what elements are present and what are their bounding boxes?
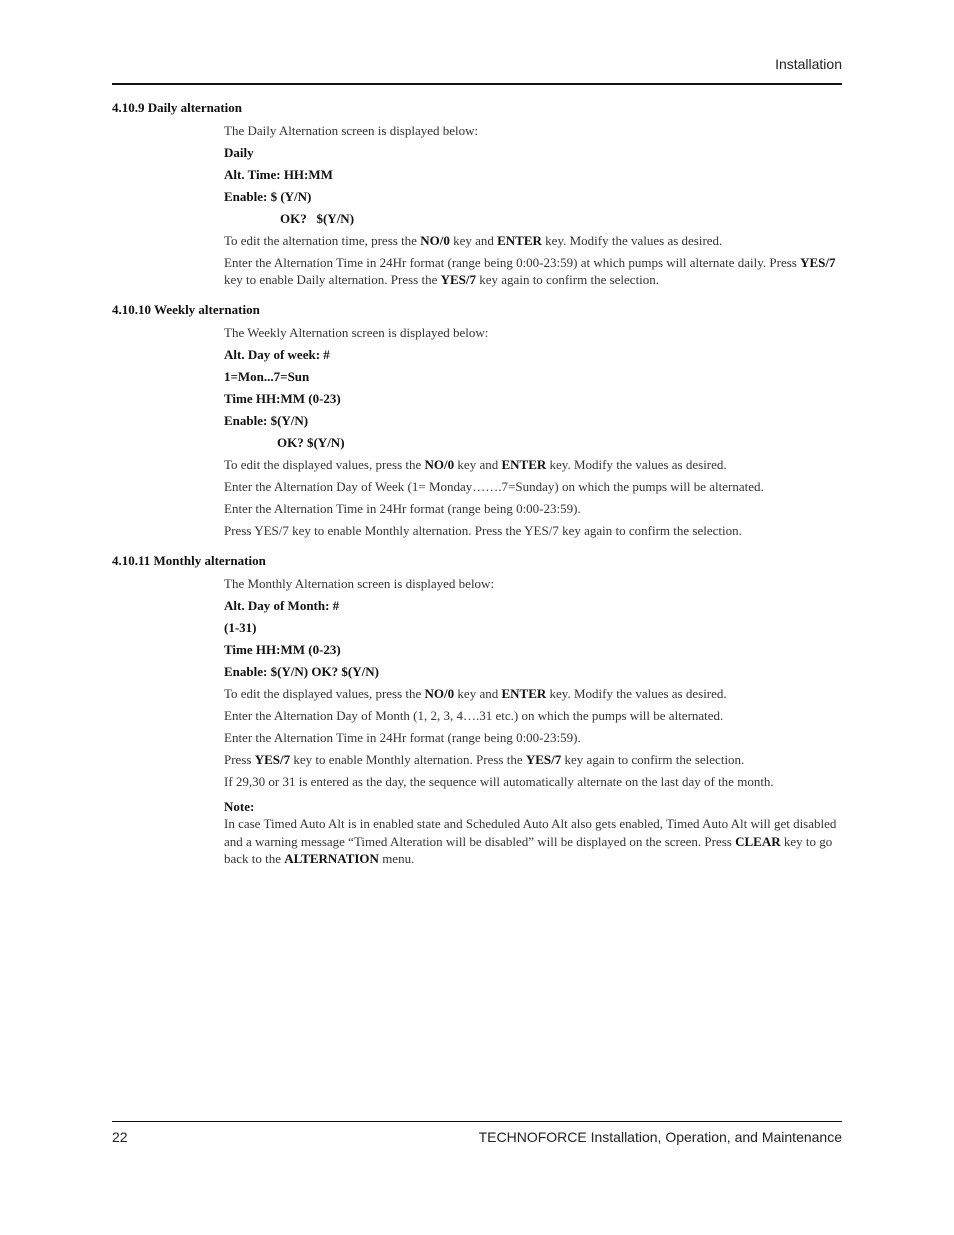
monthly-day-instruction: Enter the Alternation Day of Month (1, 2, 3, 4….31 etc.) on which the pumps will be alternated.	[224, 708, 724, 723]
monthly-screen-line: (1-31)	[224, 620, 257, 635]
daily-screen-line: Enable: $ (Y/N)	[224, 189, 312, 204]
daily-intro: The Daily Alternation screen is displayed below:	[224, 123, 479, 138]
header-rule	[112, 83, 842, 85]
monthly-intro: The Monthly Alternation screen is displayed below:	[224, 576, 495, 591]
monthly-screen-line: Enable: $(Y/N) OK? $(Y/N)	[224, 664, 379, 679]
monthly-screen-line: Time HH:MM (0-23)	[224, 642, 341, 657]
monthly-enable-instruction: Press YES/7 key to enable Monthly alternation. Press the YES/7 key again to confirm the selection.	[224, 752, 745, 767]
section-title-monthly: 4.10.11 Monthly alternation	[112, 553, 266, 568]
section-title-weekly: 4.10.10 Weekly alternation	[112, 302, 260, 317]
weekly-edit-instruction: To edit the displayed values, press the NO/0 key and ENTER key. Modify the values as desired.	[224, 457, 727, 472]
footer-rule	[112, 1121, 842, 1122]
monthly-edit-instruction: To edit the displayed values, press the NO/0 key and ENTER key. Modify the values as desired.	[224, 686, 727, 701]
daily-time-instruction: Enter the Alternation Time in 24Hr format (range being 0:00-23:59) at which pumps will alternate daily. Press YES/7 key to enable Daily alternation. Press the YES/7 key again to confirm the selection.	[224, 255, 836, 287]
section-monthly	[224, 575, 842, 868]
weekly-screen-line: 1=Mon...7=Sun	[224, 369, 310, 384]
key-label: NO/0	[424, 457, 455, 472]
weekly-screen-line: Enable: $(Y/N)	[224, 413, 309, 428]
key-label: YES/7	[254, 752, 291, 767]
daily-edit-instruction: To edit the alternation time, press the NO/0 key and ENTER key. Modify the values as desired.	[224, 233, 723, 248]
daily-screen-line: Alt. Time: HH:MM	[224, 167, 333, 182]
monthly-last-day-note: If 29,30 or 31 is entered as the day, the sequence will automatically alternate on the last day of the month.	[224, 774, 774, 789]
weekly-screen-line: Time HH:MM (0-23)	[224, 391, 341, 406]
weekly-enable-instruction: Press YES/7 key to enable Monthly alternation. Press the YES/7 key again to confirm the selection.	[224, 523, 742, 538]
section-title-daily: 4.10.9 Daily alternation	[112, 100, 242, 115]
section-daily	[224, 122, 842, 288]
key-label: YES/7	[525, 752, 562, 767]
weekly-day-instruction: Enter the Alternation Day of Week (1= Monday…….7=Sunday) on which the pumps will be alternated.	[224, 479, 764, 494]
key-label: NO/0	[420, 233, 450, 248]
key-label: CLEAR	[735, 833, 781, 849]
daily-screen-line: Daily	[224, 145, 254, 160]
key-label: YES/7	[440, 272, 477, 287]
weekly-screen-line: OK? $(Y/N)	[277, 435, 345, 450]
note-label: Note:	[224, 799, 255, 814]
footer-doc-title: TECHNOFORCE Installation, Operation, and Maintenance	[478, 1129, 842, 1145]
document-body	[112, 99, 842, 868]
weekly-screen-line: Alt. Day of week: #	[224, 347, 330, 362]
menu-label: ALTERNATION	[284, 851, 379, 866]
monthly-time-instruction: Enter the Alternation Time in 24Hr format (range being 0:00-23:59).	[224, 730, 581, 745]
key-label: ENTER	[501, 686, 547, 701]
key-label: ENTER	[497, 233, 542, 248]
running-header: Installation	[775, 56, 842, 72]
key-label: NO/0	[424, 686, 455, 701]
page-number: 22	[112, 1129, 128, 1145]
section-weekly	[224, 324, 842, 539]
note-text: In case Timed Auto Alt is in enabled state and Scheduled Auto Alt also gets enabled, Timed Auto Alt will get disabled and a warning message “Timed Alteration will be disabled” will be displayed on the screen. Press CLEAR key to go back to the ALTERNATION menu.	[224, 816, 837, 866]
monthly-screen-line: Alt. Day of Month: #	[224, 598, 340, 613]
weekly-time-instruction: Enter the Alternation Time in 24Hr format (range being 0:00-23:59).	[224, 501, 581, 516]
key-label: ENTER	[501, 457, 547, 472]
key-label: YES/7	[800, 255, 836, 270]
daily-screen-line: OK? $(Y/N)	[280, 211, 355, 226]
weekly-intro: The Weekly Alternation screen is displayed below:	[224, 325, 489, 340]
